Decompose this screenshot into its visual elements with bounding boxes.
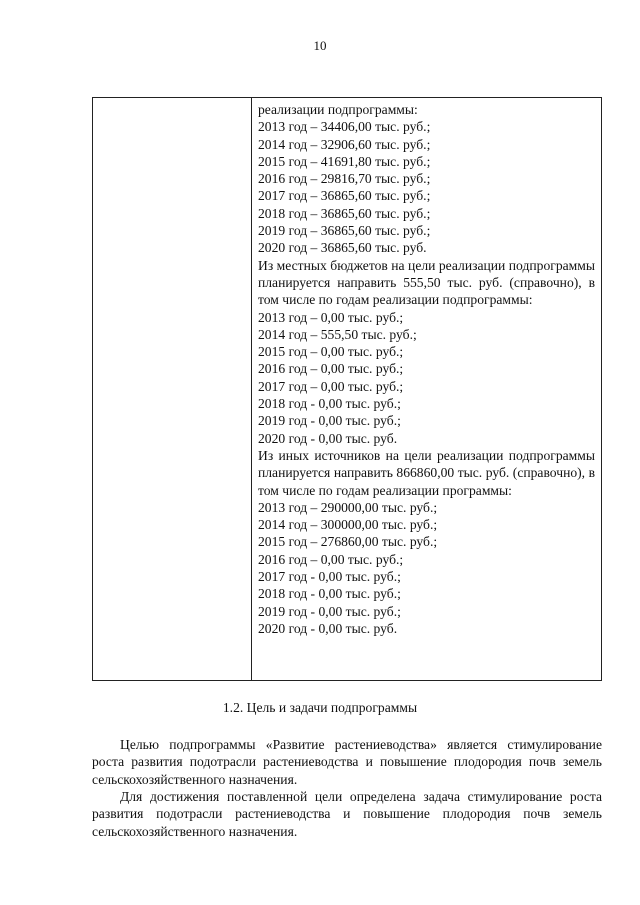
regional-year-2017: 2017 год – 36865,60 тыс. руб.; <box>258 188 431 204</box>
regional-year-2015: 2015 год – 41691,80 тыс. руб.; <box>258 153 431 169</box>
local-year-2018: 2018 год - 0,00 тыс. руб.; <box>258 396 401 412</box>
other-year-2017: 2017 год - 0,00 тыс. руб.; <box>258 569 401 585</box>
local-year-2015: 2015 год – 0,00 тыс. руб.; <box>258 344 404 360</box>
section-title: 1.2. Цель и задачи подпрограммы <box>222 700 418 715</box>
local-year-2013: 2013 год – 0,00 тыс. руб.; <box>258 309 404 325</box>
local-year-2014: 2014 год – 555,50 тыс. руб.; <box>258 326 417 342</box>
goal-paragraph: Целью подпрограммы «Развитие растениеводства» является стимулирование роста развития подотрасли растениеводства и повышение плодородия почв земель сельскохозяйственного назначения. <box>92 737 602 787</box>
local-year-2019: 2019 год - 0,00 тыс. руб.; <box>258 413 401 429</box>
page-number: 10 <box>313 38 327 53</box>
task-paragraph: Для достижения поставленной цели определена задача стимулирование роста развития подотрасли растениеводства и повышение плодородия почв земель сельскохозяйственного назначения. <box>92 789 602 839</box>
regional-year-2016: 2016 год – 29816,70 тыс. руб.; <box>258 171 431 187</box>
local-year-2016: 2016 год – 0,00 тыс. руб.; <box>258 361 404 377</box>
regional-year-2014: 2014 год – 32906,60 тыс. руб.; <box>258 136 431 152</box>
other-year-2015: 2015 год – 276860,00 тыс. руб.; <box>258 534 438 550</box>
regional-year-2018: 2018 год – 36865,60 тыс. руб.; <box>258 205 431 221</box>
regional-year-2020: 2020 год – 36865,60 тыс. руб. <box>258 240 427 256</box>
other-year-2014: 2014 год – 300000,00 тыс. руб.; <box>258 517 438 533</box>
other-year-2019: 2019 год - 0,00 тыс. руб.; <box>258 603 401 619</box>
funding-table <box>92 97 602 681</box>
other-year-2013: 2013 год – 290000,00 тыс. руб.; <box>258 499 438 515</box>
other-year-2020: 2020 год - 0,00 тыс. руб. <box>258 620 398 636</box>
local-year-2017: 2017 год – 0,00 тыс. руб.; <box>258 378 404 394</box>
table-cell-right <box>252 98 601 680</box>
other-year-2018: 2018 год - 0,00 тыс. руб.; <box>258 586 401 602</box>
regional-header: реализации подпрограммы: <box>258 102 418 117</box>
regional-year-2019: 2019 год – 36865,60 тыс. руб.; <box>258 223 431 239</box>
table-cell-left <box>93 98 252 680</box>
other-sources-intro: Из иных источников на цели реализации подпрограммы планируется направить 866860,00 тыс. руб. (справочно), в том числе по годам реализации программы: <box>258 447 595 498</box>
local-year-2020: 2020 год - 0,00 тыс. руб. <box>258 430 398 446</box>
other-year-2016: 2016 год – 0,00 тыс. руб.; <box>258 551 404 567</box>
regional-year-2013: 2013 год – 34406,00 тыс. руб.; <box>258 119 431 135</box>
local-budget-intro: Из местных бюджетов на цели реализации подпрограммы планируется направить 555,50 тыс. руб. (справочно), в том числе по годам реализации подпрограммы: <box>258 257 595 308</box>
